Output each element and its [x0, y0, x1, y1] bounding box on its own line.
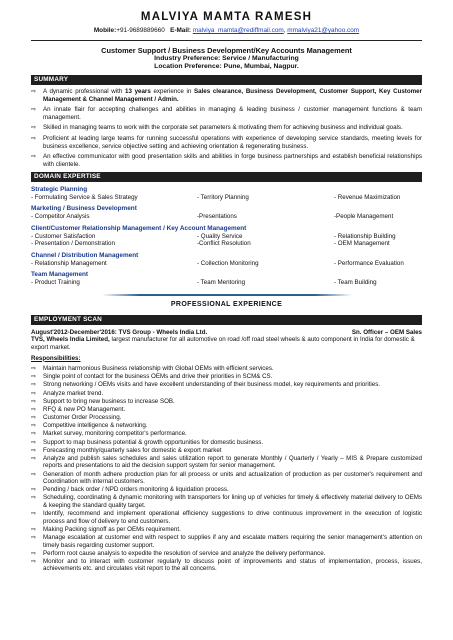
- arrow-bullet-icon: ⇨: [31, 397, 37, 405]
- arrow-bullet-icon: ⇨: [31, 422, 37, 430]
- responsibility-item: ⇨ Manage escalation at customer end with respect to supplies if any and escalate matters requiring the senior management's attention on timely basis regarding customer support.: [31, 534, 422, 549]
- domain-groups: [31, 186, 422, 286]
- arrow-bullet-icon: ⇨: [31, 153, 37, 161]
- arrow-bullet-icon: ⇨: [31, 454, 37, 462]
- arrow-bullet-icon: ⇨: [31, 510, 37, 518]
- employment-heading: EMPLOYMENT SCAN: [31, 315, 422, 325]
- responsibility-item: ⇨ Single point of contact for the business OEMs and drive their priorities in SCM& CS.: [31, 373, 273, 381]
- company-name: TVS, Wheels India Limited,: [31, 336, 110, 344]
- arrow-bullet-icon: ⇨: [31, 486, 37, 494]
- arrow-bullet-icon: ⇨: [31, 430, 37, 438]
- domain-group-title: Channel / Distribution Management: [31, 251, 139, 259]
- company-description-text: largest manufacturer for all automotive on road /off road steel wheels & auto component in India for domestic & export market.: [31, 336, 415, 352]
- responsibility-item: ⇨ Pending / back order / NPD orders monitoring & liquidation process.: [31, 486, 229, 494]
- industry-preference: Industry Preference: Service / Manufacturing: [154, 54, 299, 62]
- job-header: [31, 329, 422, 337]
- domain-skill: - Collection Monitoring: [197, 259, 259, 267]
- domain-skill: - Relationship Building: [334, 232, 396, 240]
- candidate-name: MALVIYA MAMTA RAMESH: [140, 11, 313, 23]
- arrow-bullet-icon: ⇨: [31, 373, 37, 381]
- responsibility-item: ⇨ Customer Order Processing.: [31, 414, 122, 422]
- domain-skill-row: [31, 260, 422, 268]
- responsibility-item: ⇨ Identify, recommend and implement operational efficiency suggestions to drive continuous improvement in the execution of logistic process and flow of delivery to end customers.: [31, 510, 422, 525]
- summary-item: ⇨ Proficient at leading large teams for running successful operations with experience of developing service standards, meeting levels for business excellence, service objective setting and achieving orientation & regenerating business.: [31, 135, 422, 150]
- arrow-bullet-icon: ⇨: [31, 124, 37, 132]
- arrow-bullet-icon: ⇨: [31, 557, 37, 565]
- domain-skill-row: [31, 194, 422, 202]
- responsibilities-heading: Responsibilities:: [31, 354, 81, 362]
- summary-list: [31, 88, 422, 168]
- divider: [31, 294, 422, 296]
- profile-title: Customer Support / Business Development/Key Accounts Management: [101, 45, 352, 55]
- contact-line: [31, 27, 422, 35]
- domain-group-title: Client/Customer Relationship Management / Key Account Management: [31, 224, 247, 232]
- responsibility-item: ⇨ RFQ & new PO Management.: [31, 405, 126, 413]
- responsibilities-list: [31, 365, 422, 573]
- domain-skill: -Conflict Resolution: [197, 240, 251, 248]
- domain-skill: -People Management: [334, 213, 394, 221]
- responsibility-item: ⇨ Maintain harmonious Business relationship with Global OEMs with efficient services.: [31, 365, 274, 373]
- arrow-bullet-icon: ⇨: [31, 549, 37, 557]
- responsibility-item: ⇨ Support to map business potential & growth opportunities for domestic business.: [31, 438, 264, 446]
- domain-heading: DOMAIN EXPERTISE: [31, 172, 422, 182]
- header-rule: [31, 40, 422, 41]
- responsibility-item: ⇨ Support to bring new business to increase SOB.: [31, 397, 175, 405]
- domain-skill-row: [31, 213, 422, 221]
- arrow-bullet-icon: ⇨: [31, 381, 37, 389]
- summary-item: ⇨ Skilled in managing teams to work with the corporate set parameters & motivating them for achieving business and individual goals.: [31, 124, 403, 132]
- domain-skill: - OEM Management: [334, 240, 390, 248]
- domain-skill: - Team Mentoring: [197, 278, 246, 286]
- domain-group-title: Strategic Planning: [31, 186, 88, 194]
- domain-skill: -Presentations: [197, 213, 237, 221]
- arrow-bullet-icon: ⇨: [31, 365, 37, 373]
- summary-heading: SUMMARY: [31, 75, 422, 85]
- responsibility-item: ⇨ Forecasting monthly/quarterly sales for domestic & export market: [31, 446, 222, 454]
- professional-experience-heading: PROFESSIONAL EXPERIENCE: [170, 300, 283, 308]
- job-period-company: August'2012-December'2016: TVS Group - Wheels India Ltd.: [31, 328, 208, 336]
- domain-group-title: Marketing / Business Development: [31, 205, 137, 213]
- domain-skill: - Product Training: [31, 278, 80, 286]
- email-separator: ,: [283, 27, 286, 35]
- arrow-bullet-icon: ⇨: [31, 135, 37, 143]
- arrow-bullet-icon: ⇨: [31, 106, 37, 114]
- arrow-bullet-icon: ⇨: [31, 525, 37, 533]
- email-link-2[interactable]: mmalviya21@yahoo.com: [287, 27, 360, 35]
- mobile-number: +91-9689889660: [116, 27, 165, 35]
- arrow-bullet-icon: ⇨: [31, 389, 37, 397]
- responsibility-item: ⇨ Generation of month adhere production plan for all process or units and actualization of production as per customer's requirement and Coordination with internal customers.: [31, 470, 422, 486]
- domain-skill: - Territory Planning: [197, 193, 249, 201]
- summary-item: ⇨ A dynamic professional with 13 years experience in Sales clearance, Business Development, Customer Support, Key Customer Management & Channel Management / Admin.: [31, 88, 422, 103]
- summary-item: ⇨ An innate flair for accepting challenges and abilities in managing & leading business / customer management functions & team management.: [31, 106, 422, 121]
- domain-skill: - Competitor Analysis: [31, 213, 90, 221]
- arrow-bullet-icon: ⇨: [31, 446, 37, 454]
- responsibility-item: ⇨ Market survey, monitoring competitor's performance.: [31, 430, 187, 438]
- responsibility-item: ⇨ Monitor and to interact with customer regularly to discuss point of improvements and status of implementation, process, issues, achievements etc. and circulates visit report to the all concerns.: [31, 557, 422, 573]
- responsibility-item: ⇨ Making Packing signoff as per OEMs requirement.: [31, 525, 181, 533]
- arrow-bullet-icon: ⇨: [31, 405, 37, 413]
- responsibility-item: ⇨ Analyze market trend.: [31, 389, 104, 397]
- job-designation: Sn. Officer – OEM Sales: [351, 328, 422, 336]
- domain-skill: - Revenue Maximization: [334, 193, 401, 201]
- domain-skill-row: [31, 240, 422, 248]
- email-link-1[interactable]: malviya_mamta@rediffmail.com: [192, 27, 284, 35]
- responsibility-item: ⇨ Perform root cause analysis to expedite the resolution of service and analyze the delivery performance.: [31, 549, 326, 557]
- email-label: E-Mail:: [170, 27, 192, 35]
- summary-item: ⇨ An effective communicator with good presentation skills and abilities in forge business partnerships and establish beneficial relationships with clientele.: [31, 153, 422, 168]
- mobile-label: Mobile:: [93, 27, 117, 35]
- domain-skill: - Relationship Management: [31, 259, 107, 267]
- company-description: [31, 336, 422, 351]
- arrow-bullet-icon: ⇨: [31, 470, 37, 478]
- domain-group-title: Team Management: [31, 271, 89, 279]
- domain-skill: - Team Building: [334, 278, 377, 286]
- domain-skill: - Customer Satisfaction: [31, 232, 96, 240]
- responsibility-item: ⇨ Strong networking / OEMs visits and have excellent understanding of their business model, key requirements and priorities.: [31, 381, 381, 389]
- domain-skill: - Quality Service: [197, 232, 243, 240]
- arrow-bullet-icon: ⇨: [31, 414, 37, 422]
- domain-skill: - Formulating Service & Sales Strategy: [31, 193, 138, 201]
- location-preference: Location Preference: Pune, Mumbai, Nagpur.: [154, 63, 299, 71]
- arrow-bullet-icon: ⇨: [31, 438, 37, 446]
- domain-skill: - Performance Evaluation: [334, 259, 404, 267]
- responsibility-item: ⇨ Competitive intelligence & networking.: [31, 422, 148, 430]
- domain-skill-row: [31, 279, 422, 287]
- arrow-bullet-icon: ⇨: [31, 534, 37, 542]
- arrow-bullet-icon: ⇨: [31, 494, 37, 502]
- responsibility-item: ⇨ Analyze and publish sales schedules and sales utilization report to generate Monthly / Quarterly / Yearly – MIS & Prepare customized reports and presentations to aid the decision support system for senior management.: [31, 454, 422, 470]
- arrow-bullet-icon: ⇨: [31, 88, 37, 96]
- responsibility-item: ⇨ Scheduling, coordinating & dynamic monitoring with transporters for lining up of vehicles for timely & effectively material delivery to OEMs & keeping the standard quality target.: [31, 494, 422, 510]
- domain-skill-row: [31, 233, 422, 241]
- domain-skill: - Presentation / Demonstration: [31, 240, 115, 248]
